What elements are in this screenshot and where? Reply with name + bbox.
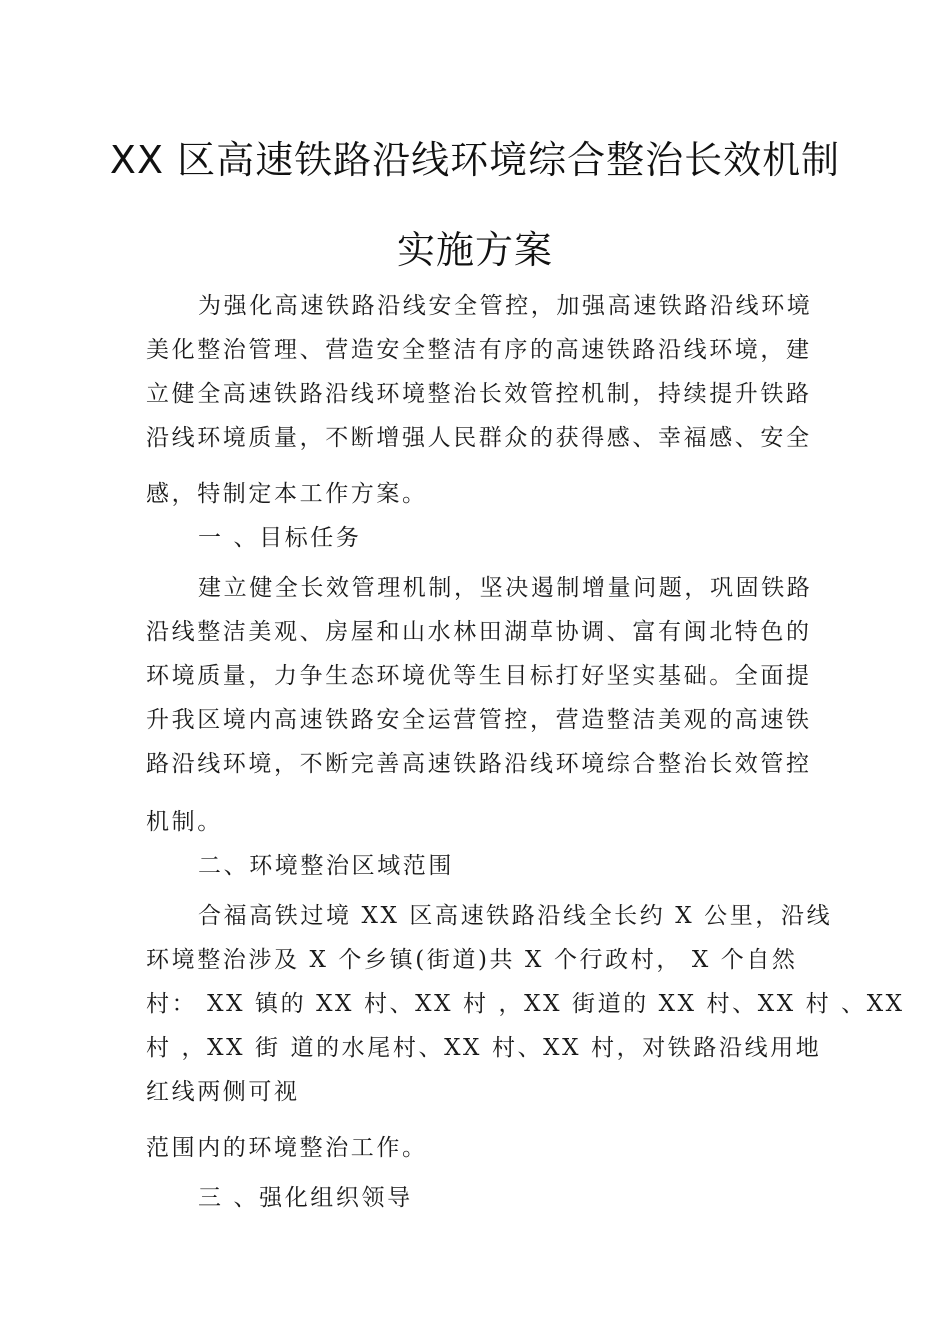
section2-line: 合福高铁过境 XX 区高速铁路沿线全长约 X 公里，沿线 [198, 903, 833, 929]
section2-line: 范围内的环境整治工作。 [146, 1135, 428, 1161]
section3-heading: 三 、强化组织领导 [198, 1185, 413, 1211]
section2-heading: 二、环境整治区域范围 [198, 853, 454, 879]
section1-line: 升我区境内高速铁路安全运营管控，营造整洁美观的高速铁 [146, 707, 812, 733]
section1-line: 沿线整洁美观、房屋和山水林田湖草协调、富有闽北特色的 [146, 619, 812, 645]
section1-line: 建立健全长效管理机制，坚决遏制增量问题，巩固铁路 [198, 575, 813, 601]
section1-line: 环境质量，力争生态环境优等生目标打好坚实基础。全面提 [146, 663, 812, 689]
intro-line: 为强化高速铁路沿线安全管控，加强高速铁路沿线环境 [198, 293, 813, 319]
intro-line: 感，特制定本工作方案。 [146, 481, 428, 507]
section2-line: 红线两侧可视 [146, 1079, 300, 1105]
intro-line: 立健全高速铁路沿线环境整治长效管控机制，持续提升铁路 [146, 381, 812, 407]
intro-line: 沿线环境质量，不断增强人民群众的获得感、幸福感、安全 [146, 425, 812, 451]
document-title-line2: 实施方案 [396, 228, 553, 272]
section1-paragraph [146, 566, 813, 844]
section1-line: 机制。 [146, 809, 223, 835]
section2-line: 村 ，XX 街 道的水尾村、XX 村、XX 村，对铁路沿线用地 [146, 1035, 822, 1061]
intro-line: 美化整治管理、营造安全整洁有序的高速铁路沿线环境，建 [146, 337, 812, 363]
intro-paragraph [146, 284, 813, 516]
section2-line: 环境整治涉及 X 个乡镇(街道)共 X 个行政村， X 个自然 [146, 947, 798, 973]
document-title-line1: XX 区高速铁路沿线环境综合整治长效机制 [109, 138, 841, 182]
section1-heading: 一 、目标任务 [198, 525, 362, 551]
section2-paragraph [146, 894, 905, 1170]
section1-line: 路沿线环境，不断完善高速铁路沿线环境综合整治长效管控 [146, 751, 812, 777]
section2-line: 村： XX 镇的 XX 村、XX 村 ，XX 街道的 XX 村、XX 村 、XX [146, 991, 905, 1017]
